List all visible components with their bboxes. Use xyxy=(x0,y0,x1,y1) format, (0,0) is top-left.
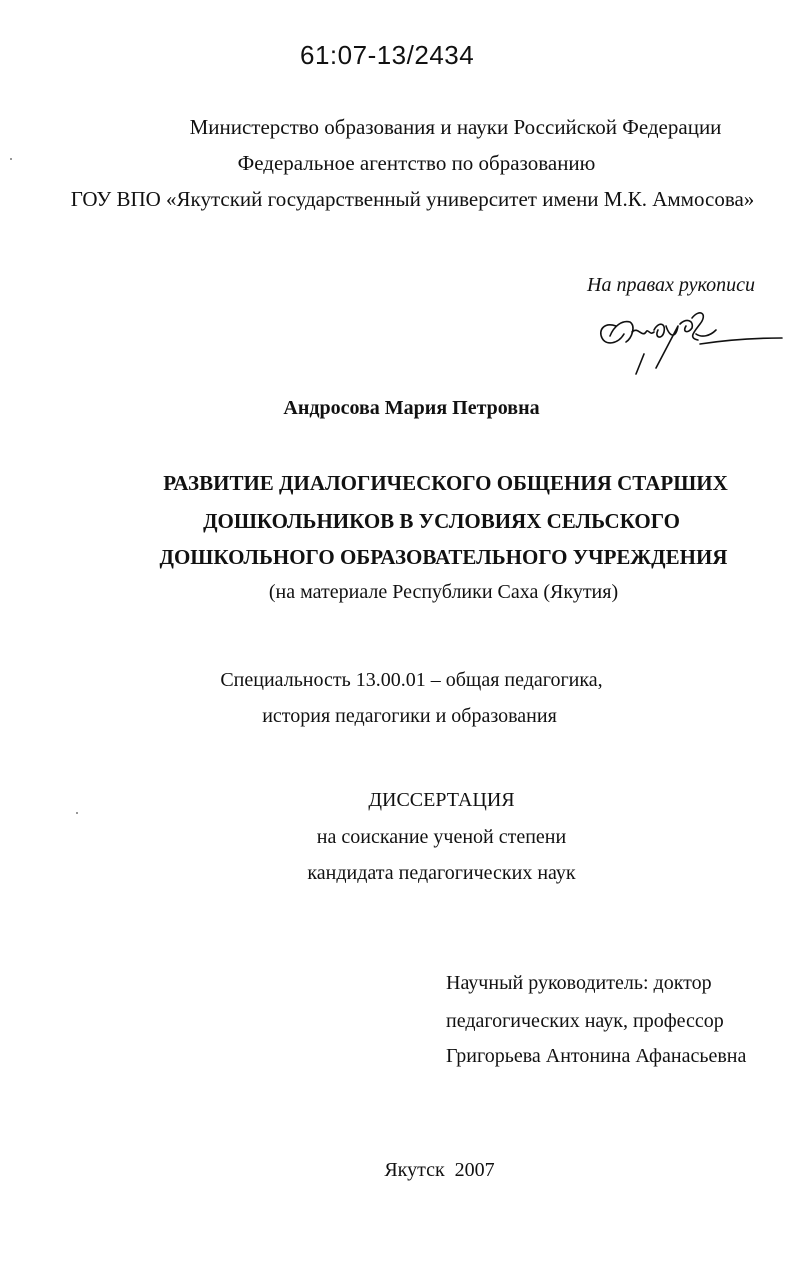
supervisor-line-1: Научный руководитель: доктор xyxy=(446,972,712,994)
title-line-3: ДОШКОЛЬНОГО ОБРАЗОВАТЕЛЬНОГО УЧРЕЖДЕНИЯ xyxy=(159,545,728,569)
title-line-2: ДОШКОЛЬНИКОВ В УСЛОВИЯХ СЕЛЬСКОГО xyxy=(203,509,680,533)
catalog-code: 61:07-13/2434 xyxy=(300,40,475,70)
university-line: ГОУ ВПО «Якутский государственный университет имени М.К. Аммосова» xyxy=(70,187,755,211)
dissertation-line-2: кандидата педагогических наук xyxy=(307,862,576,884)
supervisor-line-3: Григорьева Антонина Афанасьевна xyxy=(446,1045,747,1067)
ministry-line: Министерство образования и науки Российской Федерации xyxy=(189,115,722,139)
title-subtitle: (на материале Республики Саха (Якутия) xyxy=(268,581,619,603)
dissertation-heading: ДИССЕРТАЦИЯ xyxy=(368,789,515,811)
manuscript-note: На правах рукописи xyxy=(587,274,755,296)
dissertation-line-1: на соискание ученой степени xyxy=(316,826,567,848)
author-name: Андросова Мария Петровна xyxy=(283,397,540,419)
title-line-1: РАЗВИТИЕ ДИАЛОГИЧЕСКОГО ОБЩЕНИЯ СТАРШИХ xyxy=(163,471,728,495)
scan-speck xyxy=(10,158,12,160)
scan-speck xyxy=(76,812,78,814)
place-year: Якутск 2007 xyxy=(384,1159,495,1181)
specialty-line-1: Специальность 13.00.01 – общая педагогика, xyxy=(220,669,603,691)
author-signature xyxy=(596,308,786,378)
supervisor-line-2: педагогических наук, профессор xyxy=(446,1010,724,1032)
specialty-line-2: история педагогики и образования xyxy=(262,705,557,727)
agency-line: Федеральное агентство по образованию xyxy=(237,151,596,175)
